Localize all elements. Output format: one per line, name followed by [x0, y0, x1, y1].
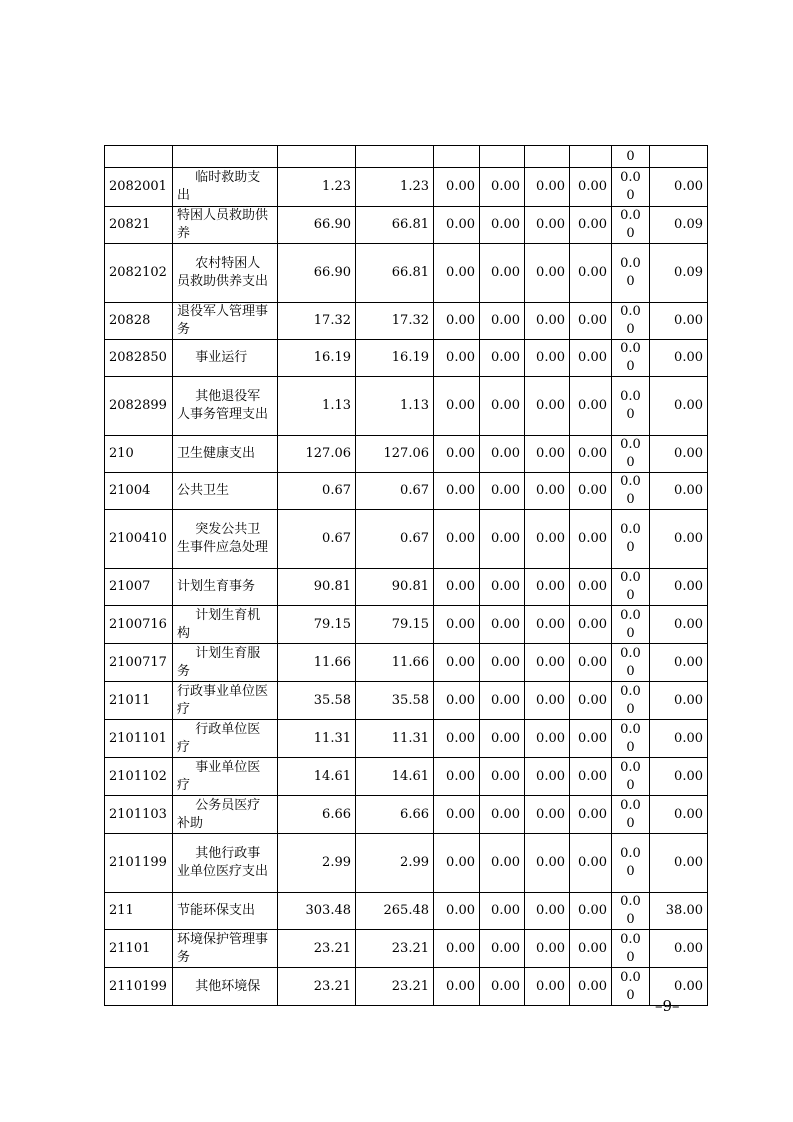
item-name-cell: 特困人员救助供养	[173, 207, 278, 244]
item-name-cell: 计划生育事务	[173, 569, 278, 606]
item-name-cell: 其他行政事业单位医疗支出	[173, 834, 278, 893]
code-cell: 2101103	[105, 796, 173, 834]
value-cell: 0.00	[525, 207, 570, 244]
code-cell: 20828	[105, 303, 173, 340]
budget-table	[104, 145, 708, 1006]
value-cell: 1.23	[278, 168, 356, 207]
value-cell: 1.23	[356, 168, 434, 207]
value-cell: 0.00	[434, 207, 480, 244]
value-cell	[570, 146, 612, 168]
value-cell: 265.48	[356, 893, 434, 930]
value-cell: 79.15	[356, 606, 434, 644]
value-cell: 0.00	[570, 510, 612, 569]
value-cell: 0.00	[434, 758, 480, 796]
value-cell: 0.00	[525, 473, 570, 510]
code-cell: 2101102	[105, 758, 173, 796]
value-cell: 0.0 0	[612, 244, 650, 303]
value-cell: 0.00	[480, 893, 525, 930]
value-cell: 66.90	[278, 244, 356, 303]
value-cell: 0.00	[570, 720, 612, 758]
item-name-cell: 事业单位医疗	[173, 758, 278, 796]
value-cell: 11.31	[278, 720, 356, 758]
value-cell: 0.00	[525, 244, 570, 303]
value-cell: 0.00	[434, 834, 480, 893]
value-cell: 127.06	[356, 436, 434, 473]
value-cell: 0.00	[480, 834, 525, 893]
value-cell: 0.00	[525, 303, 570, 340]
value-cell	[480, 146, 525, 168]
value-cell: 0.00	[525, 682, 570, 720]
value-cell: 0.00	[434, 340, 480, 377]
code-cell: 21101	[105, 930, 173, 968]
value-cell: 0.00	[650, 510, 708, 569]
table-row	[105, 930, 708, 968]
value-cell: 0.00	[525, 569, 570, 606]
value-cell: 0.00	[650, 796, 708, 834]
value-cell: 0.00	[650, 303, 708, 340]
value-cell: 0.0 0	[612, 720, 650, 758]
value-cell: 0.00	[525, 834, 570, 893]
value-cell: 0.0 0	[612, 606, 650, 644]
code-cell: 2100410	[105, 510, 173, 569]
value-cell: 0.00	[570, 168, 612, 207]
value-cell: 0.67	[356, 473, 434, 510]
value-cell: 0.00	[434, 644, 480, 682]
value-cell: 6.66	[278, 796, 356, 834]
value-cell: 1.13	[278, 377, 356, 436]
table-row	[105, 207, 708, 244]
value-cell	[650, 146, 708, 168]
table-body	[105, 146, 708, 1006]
value-cell: 0.00	[480, 244, 525, 303]
value-cell: 0.00	[570, 207, 612, 244]
value-cell: 66.90	[278, 207, 356, 244]
value-cell: 0.0 0	[612, 569, 650, 606]
value-cell: 0.00	[434, 796, 480, 834]
value-cell: 0.67	[278, 473, 356, 510]
value-cell: 0.00	[570, 930, 612, 968]
table-row	[105, 569, 708, 606]
value-cell: 0.0 0	[612, 436, 650, 473]
value-cell: 0.0 0	[612, 758, 650, 796]
value-cell: 0.0 0	[612, 207, 650, 244]
item-name-cell: 公务员医疗补助	[173, 796, 278, 834]
table-row	[105, 796, 708, 834]
value-cell: 0.00	[525, 510, 570, 569]
value-cell: 90.81	[278, 569, 356, 606]
code-cell: 2082850	[105, 340, 173, 377]
code-cell: 21004	[105, 473, 173, 510]
item-name-cell: 环境保护管理事务	[173, 930, 278, 968]
value-cell: 0.00	[525, 606, 570, 644]
item-name-cell: 突发公共卫生事件应急处理	[173, 510, 278, 569]
value-cell: 0.00	[525, 644, 570, 682]
value-cell: 0.00	[650, 377, 708, 436]
value-cell: 0.00	[570, 303, 612, 340]
value-cell: 0.00	[480, 473, 525, 510]
value-cell: 0.00	[650, 436, 708, 473]
value-cell: 0.00	[480, 968, 525, 1006]
value-cell: 0.00	[480, 436, 525, 473]
value-cell: 0.00	[650, 720, 708, 758]
table-row	[105, 644, 708, 682]
value-cell: 0.00	[570, 758, 612, 796]
value-cell: 16.19	[278, 340, 356, 377]
value-cell: 0.00	[480, 303, 525, 340]
value-cell: 0.00	[480, 569, 525, 606]
item-name-cell: 节能环保支出	[173, 893, 278, 930]
value-cell: 16.19	[356, 340, 434, 377]
value-cell: 0.00	[570, 893, 612, 930]
item-name-cell	[173, 146, 278, 168]
value-cell: 1.13	[356, 377, 434, 436]
value-cell: 0.00	[650, 606, 708, 644]
value-cell: 0.00	[570, 569, 612, 606]
item-name-cell: 其他退役军人事务管理支出	[173, 377, 278, 436]
value-cell: 0.00	[650, 569, 708, 606]
value-cell: 0.00	[650, 834, 708, 893]
value-cell: 35.58	[278, 682, 356, 720]
item-name-cell: 行政事业单位医疗	[173, 682, 278, 720]
value-cell: 0.00	[570, 796, 612, 834]
value-cell: 0.0 0	[612, 340, 650, 377]
page-number: –9–	[655, 997, 680, 1015]
value-cell: 2.99	[356, 834, 434, 893]
value-cell: 0.00	[525, 436, 570, 473]
value-cell: 0.0 0	[612, 930, 650, 968]
value-cell: 38.00	[650, 893, 708, 930]
value-cell: 0.00	[434, 606, 480, 644]
code-cell	[105, 146, 173, 168]
table-row	[105, 720, 708, 758]
value-cell: 0.00	[434, 930, 480, 968]
code-cell: 21011	[105, 682, 173, 720]
table-row	[105, 510, 708, 569]
value-cell: 0.00	[480, 606, 525, 644]
value-cell: 0.00	[434, 473, 480, 510]
value-cell: 23.21	[278, 968, 356, 1006]
value-cell: 0.00	[434, 168, 480, 207]
item-name-cell: 行政单位医疗	[173, 720, 278, 758]
value-cell: 0.00	[570, 436, 612, 473]
item-name-cell: 其他环境保	[173, 968, 278, 1006]
value-cell: 0.00	[525, 796, 570, 834]
value-cell: 0.00	[434, 682, 480, 720]
code-cell: 211	[105, 893, 173, 930]
value-cell: 0.00	[480, 377, 525, 436]
table-row	[105, 244, 708, 303]
value-cell: 0.0 0	[612, 377, 650, 436]
value-cell	[356, 146, 434, 168]
value-cell: 0.0 0	[612, 473, 650, 510]
value-cell: 0.00	[434, 893, 480, 930]
value-cell: 0.09	[650, 207, 708, 244]
value-cell: 0.0 0	[612, 893, 650, 930]
item-name-cell: 临时救助支出	[173, 168, 278, 207]
value-cell: 11.66	[278, 644, 356, 682]
value-cell: 0.00	[570, 244, 612, 303]
item-name-cell: 公共卫生	[173, 473, 278, 510]
value-cell: 23.21	[356, 968, 434, 1006]
value-cell: 0.00	[434, 303, 480, 340]
value-cell: 0.00	[570, 968, 612, 1006]
value-cell: 0.00	[480, 340, 525, 377]
value-cell: 0.00	[480, 207, 525, 244]
value-cell: 0.00	[525, 758, 570, 796]
value-cell: 66.81	[356, 207, 434, 244]
value-cell: 0.00	[525, 168, 570, 207]
table-row	[105, 146, 708, 168]
value-cell: 0.00	[570, 682, 612, 720]
value-cell: 0.0 0	[612, 644, 650, 682]
value-cell: 0.00	[480, 510, 525, 569]
value-cell: 0.00	[480, 758, 525, 796]
value-cell: 90.81	[356, 569, 434, 606]
value-cell: 0.00	[434, 377, 480, 436]
code-cell: 2082899	[105, 377, 173, 436]
table-row	[105, 303, 708, 340]
value-cell: 0.0 0	[612, 682, 650, 720]
value-cell: 0.00	[650, 682, 708, 720]
value-cell: 0.00	[650, 168, 708, 207]
value-cell: 0.0 0	[612, 796, 650, 834]
value-cell	[525, 146, 570, 168]
value-cell: 0.00	[480, 682, 525, 720]
item-name-cell: 计划生育机构	[173, 606, 278, 644]
table-row	[105, 473, 708, 510]
table-row	[105, 168, 708, 207]
item-name-cell: 卫生健康支出	[173, 436, 278, 473]
code-cell: 2082102	[105, 244, 173, 303]
value-cell: 23.21	[278, 930, 356, 968]
item-name-cell: 计划生育服务	[173, 644, 278, 682]
value-cell: 0.00	[434, 436, 480, 473]
value-cell: 0.0 0	[612, 168, 650, 207]
value-cell: 0.00	[434, 244, 480, 303]
value-cell: 0.00	[480, 168, 525, 207]
item-name-cell: 退役军人管理事务	[173, 303, 278, 340]
value-cell: 0.0 0	[612, 510, 650, 569]
value-cell: 0.00	[525, 377, 570, 436]
value-cell: 0.00	[650, 930, 708, 968]
code-cell: 2101199	[105, 834, 173, 893]
value-cell: 0	[612, 146, 650, 168]
item-name-cell: 农村特困人员救助供养支出	[173, 244, 278, 303]
value-cell: 0.0 0	[612, 834, 650, 893]
table-row	[105, 758, 708, 796]
value-cell: 0.00	[650, 340, 708, 377]
value-cell	[434, 146, 480, 168]
value-cell: 0.0 0	[612, 968, 650, 1006]
value-cell: 0.00	[650, 644, 708, 682]
value-cell: 0.09	[650, 244, 708, 303]
value-cell: 0.00	[525, 968, 570, 1006]
value-cell: 0.00	[570, 377, 612, 436]
table-row	[105, 682, 708, 720]
value-cell: 0.00	[570, 834, 612, 893]
table-row	[105, 893, 708, 930]
value-cell: 2.99	[278, 834, 356, 893]
code-cell: 21007	[105, 569, 173, 606]
value-cell: 0.00	[434, 569, 480, 606]
value-cell: 0.00	[434, 968, 480, 1006]
value-cell: 0.00	[480, 644, 525, 682]
code-cell: 2082001	[105, 168, 173, 207]
code-cell: 2100717	[105, 644, 173, 682]
value-cell: 35.58	[356, 682, 434, 720]
value-cell: 23.21	[356, 930, 434, 968]
value-cell: 0.00	[650, 758, 708, 796]
value-cell: 0.00	[434, 720, 480, 758]
value-cell: 0.00	[525, 720, 570, 758]
value-cell: 79.15	[278, 606, 356, 644]
value-cell: 17.32	[356, 303, 434, 340]
value-cell: 127.06	[278, 436, 356, 473]
value-cell: 0.0 0	[612, 303, 650, 340]
value-cell	[278, 146, 356, 168]
value-cell: 303.48	[278, 893, 356, 930]
value-cell: 0.00	[434, 510, 480, 569]
code-cell: 20821	[105, 207, 173, 244]
code-cell: 2100716	[105, 606, 173, 644]
table-row	[105, 606, 708, 644]
value-cell: 0.00	[570, 644, 612, 682]
value-cell: 0.00	[650, 968, 708, 1006]
table-row	[105, 968, 708, 1006]
table-row	[105, 340, 708, 377]
value-cell: 0.67	[278, 510, 356, 569]
value-cell: 0.00	[480, 930, 525, 968]
value-cell: 0.00	[480, 720, 525, 758]
table-row	[105, 436, 708, 473]
code-cell: 210	[105, 436, 173, 473]
value-cell: 0.00	[570, 340, 612, 377]
value-cell: 0.00	[570, 606, 612, 644]
table-row	[105, 377, 708, 436]
value-cell: 14.61	[278, 758, 356, 796]
value-cell: 14.61	[356, 758, 434, 796]
value-cell: 66.81	[356, 244, 434, 303]
value-cell: 0.00	[525, 930, 570, 968]
value-cell: 0.00	[525, 340, 570, 377]
value-cell: 0.67	[356, 510, 434, 569]
value-cell: 0.00	[650, 473, 708, 510]
value-cell: 0.00	[525, 893, 570, 930]
value-cell: 0.00	[570, 473, 612, 510]
code-cell: 2101101	[105, 720, 173, 758]
value-cell: 11.66	[356, 644, 434, 682]
item-name-cell: 事业运行	[173, 340, 278, 377]
value-cell: 6.66	[356, 796, 434, 834]
value-cell: 0.00	[480, 796, 525, 834]
value-cell: 17.32	[278, 303, 356, 340]
code-cell: 2110199	[105, 968, 173, 1006]
table-row	[105, 834, 708, 893]
value-cell: 11.31	[356, 720, 434, 758]
